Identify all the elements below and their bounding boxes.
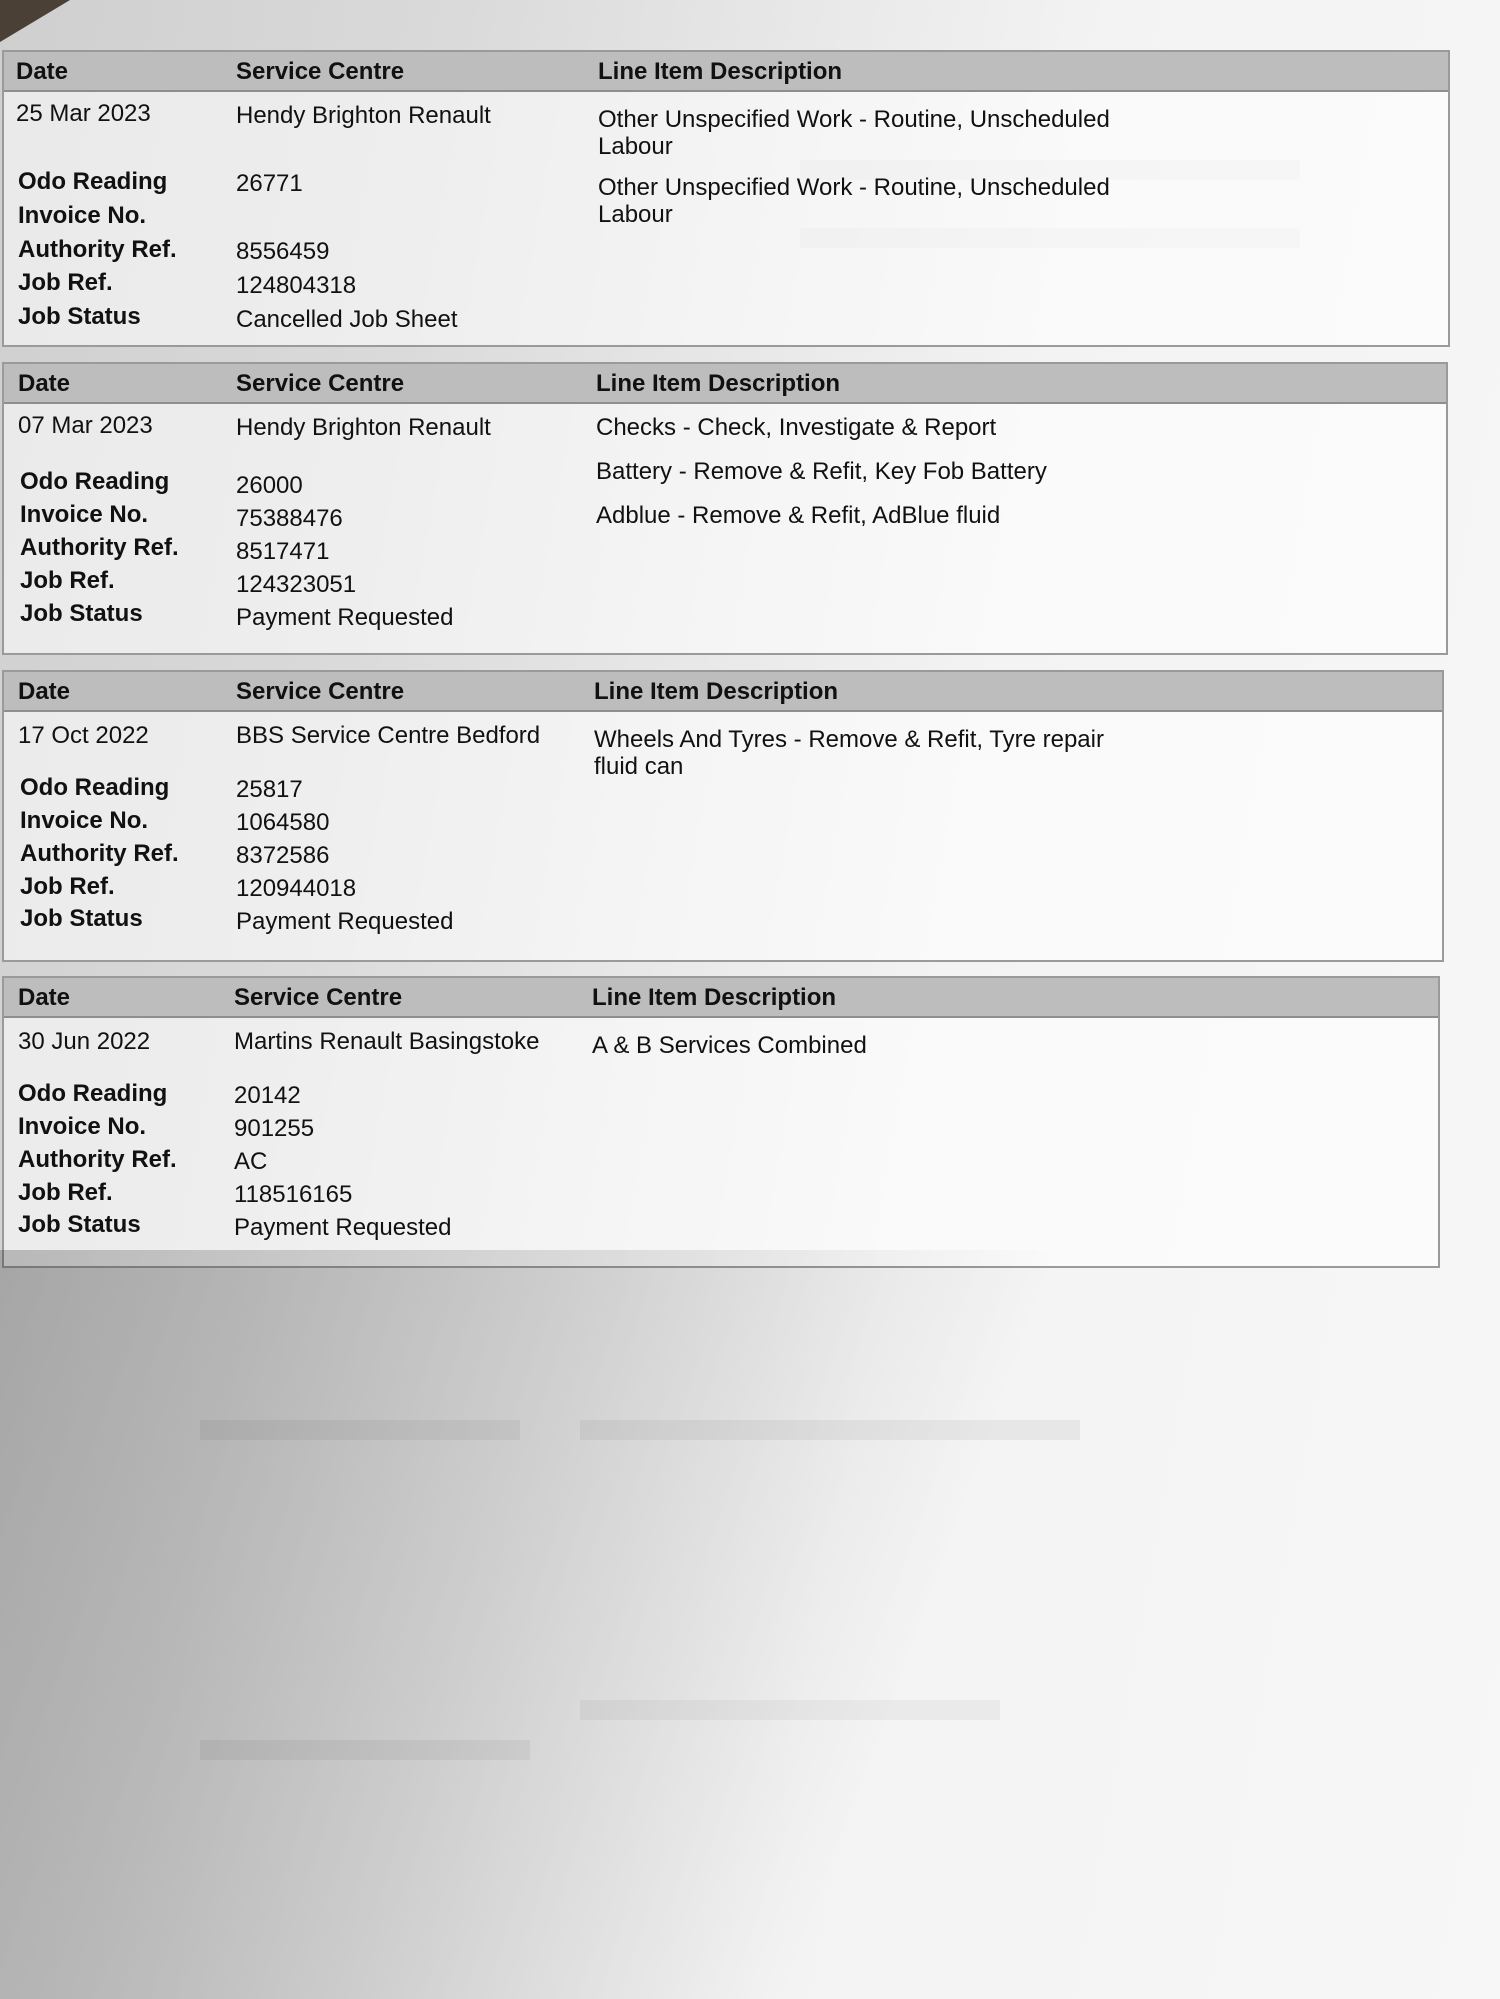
job-status-value: Payment Requested	[236, 908, 454, 935]
show-through	[580, 1420, 1080, 1440]
authority-value: 8556459	[236, 238, 330, 265]
odo-value: 26771	[236, 170, 303, 197]
record-date: 17 Oct 2022	[18, 722, 149, 749]
service-record-2	[2, 362, 1448, 655]
record-service-centre: Hendy Brighton Renault	[236, 102, 491, 129]
odo-label: Odo Reading	[20, 774, 170, 801]
line-item: Other Unspecified Work - Routine, Unscheduled Labour	[598, 106, 1110, 160]
record-header	[4, 978, 1438, 1018]
line-item: A & B Services Combined	[592, 1032, 867, 1059]
page-corner-fold	[0, 0, 70, 42]
authority-label: Authority Ref.	[18, 1146, 177, 1173]
invoice-value: 901255	[234, 1115, 315, 1142]
line-item-header: Line Item Description	[598, 58, 843, 85]
date-header: Date	[18, 370, 71, 397]
odo-label: Odo Reading	[20, 468, 170, 495]
job-ref-label: Job Ref.	[20, 873, 115, 900]
invoice-value: 1064580	[236, 809, 330, 836]
record-service-centre: Martins Renault Basingstoke	[234, 1028, 540, 1055]
show-through	[200, 1740, 530, 1760]
authority-value: 8372586	[236, 842, 330, 869]
record-header	[4, 672, 1442, 712]
authority-value: 8517471	[236, 538, 330, 565]
show-through	[200, 1420, 520, 1440]
job-status-value: Cancelled Job Sheet	[236, 306, 458, 333]
line-item: Adblue - Remove & Refit, AdBlue fluid	[596, 502, 1001, 529]
invoice-label: Invoice No.	[20, 501, 149, 528]
job-ref-value: 120944018	[236, 875, 357, 902]
odo-value: 20142	[234, 1082, 301, 1109]
date-header: Date	[18, 984, 71, 1011]
authority-label: Authority Ref.	[18, 236, 177, 263]
service-record-3	[2, 670, 1444, 962]
record-date: 25 Mar 2023	[16, 100, 151, 127]
odo-value: 26000	[236, 472, 303, 499]
authority-label: Authority Ref.	[20, 534, 179, 561]
show-through	[580, 1700, 1000, 1720]
job-status-label: Job Status	[20, 905, 143, 932]
date-header: Date	[18, 678, 71, 705]
job-status-label: Job Status	[18, 1211, 141, 1238]
job-status-label: Job Status	[18, 303, 141, 330]
record-date: 30 Jun 2022	[18, 1028, 151, 1055]
record-service-centre: Hendy Brighton Renault	[236, 414, 491, 441]
invoice-label: Invoice No.	[18, 1113, 147, 1140]
job-status-value: Payment Requested	[236, 604, 454, 631]
job-status-label: Job Status	[20, 600, 143, 627]
record-header	[4, 364, 1446, 404]
job-ref-label: Job Ref.	[18, 269, 113, 296]
line-item: Checks - Check, Investigate & Report	[596, 414, 997, 441]
page-shadow	[0, 1250, 1500, 1999]
authority-label: Authority Ref.	[20, 840, 179, 867]
odo-value: 25817	[236, 776, 303, 803]
authority-value: AC	[234, 1148, 268, 1175]
line-item: Wheels And Tyres - Remove & Refit, Tyre repair fluid can	[594, 726, 1104, 780]
line-item-header: Line Item Description	[592, 984, 837, 1011]
line-item-header: Line Item Description	[594, 678, 839, 705]
service-record-4	[2, 976, 1440, 1268]
job-ref-label: Job Ref.	[20, 567, 115, 594]
line-item: Battery - Remove & Refit, Key Fob Battery	[596, 458, 1047, 485]
invoice-label: Invoice No.	[18, 202, 147, 229]
job-ref-value: 124804318	[236, 272, 357, 299]
record-header	[4, 52, 1448, 92]
service-centre-header: Service Centre	[234, 984, 403, 1011]
job-ref-label: Job Ref.	[18, 1179, 113, 1206]
service-centre-header: Service Centre	[236, 58, 405, 85]
service-centre-header: Service Centre	[236, 370, 405, 397]
record-date: 07 Mar 2023	[18, 412, 153, 439]
service-centre-header: Service Centre	[236, 678, 405, 705]
job-ref-value: 118516165	[234, 1181, 353, 1208]
job-status-value: Payment Requested	[234, 1214, 452, 1241]
odo-label: Odo Reading	[18, 1080, 168, 1107]
invoice-label: Invoice No.	[20, 807, 149, 834]
line-item-header: Line Item Description	[596, 370, 841, 397]
service-record-1	[2, 50, 1450, 347]
line-item: Other Unspecified Work - Routine, Unscheduled Labour	[598, 174, 1110, 228]
record-service-centre: BBS Service Centre Bedford	[236, 722, 541, 749]
odo-label: Odo Reading	[18, 168, 168, 195]
date-header: Date	[16, 58, 69, 85]
invoice-value: 75388476	[236, 505, 343, 532]
job-ref-value: 124323051	[236, 571, 357, 598]
